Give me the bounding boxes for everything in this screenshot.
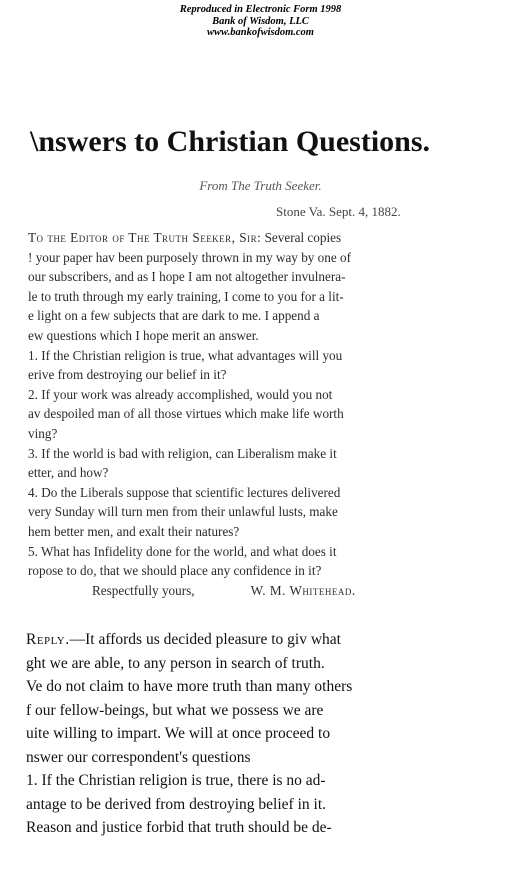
letter-closing: Respectfully yours,	[92, 582, 195, 598]
letter-line: To the Editor of The Truth Seeker, Sir: Several copies	[28, 230, 342, 245]
letter-line: av despoiled man of all those virtues which make life worth	[28, 406, 344, 422]
header-line-1: Reproduced in Electronic Form 1998	[179, 4, 342, 15]
letter-line: ! your paper hav been purposely thrown in my way by one of	[28, 249, 352, 265]
letter-line: erive from destroying our belief in it?	[28, 367, 227, 383]
reply-line: uite willing to impart. We will at once proceed to	[26, 725, 331, 742]
letter-line: e light on a few subjects that are dark to me. I append a	[28, 308, 320, 324]
reply-label: Reply.	[26, 631, 70, 648]
article-title: \nswers to Christian Questions.	[30, 125, 431, 158]
reproduction-header	[0, 4, 521, 39]
letter-body	[28, 228, 486, 600]
reply-line: antage to be derived from destroying belief in it.	[26, 795, 327, 813]
reply-line: Ve do not claim to have more truth than many others	[26, 678, 353, 695]
letter-salutation: To the Editor of The Truth Seeker, Sir:	[28, 230, 262, 245]
letter-signoff	[28, 581, 486, 601]
letter-dateline: Stone Va. Sept. 4, 1882.	[276, 204, 401, 219]
reply-line: Reply.—It affords us decided pleasure to giv what	[26, 631, 341, 648]
letter-line: 1. If the Christian religion is true, what advantages will you	[28, 347, 343, 363]
reply-line: nswer our correspondent's questions	[26, 748, 251, 766]
article-subtitle: From The Truth Seeker.	[199, 178, 322, 193]
letter-signature: W. M. Whitehead.	[250, 582, 356, 598]
letter-line: 4. Do the Liberals suppose that scientific lectures delivered	[28, 484, 341, 500]
reply-line: ght we are able, to any person in search of truth.	[26, 654, 325, 672]
reply-body	[26, 628, 488, 840]
header-line-3: www.bankofwisdom.com	[207, 27, 314, 38]
letter-line: 5. What has Infidelity done for the world, and what does it	[28, 543, 337, 559]
letter-line: ew questions which I hope merit an answer.	[28, 327, 259, 343]
letter-line: our subscribers, and as I hope I am not altogether invulnera-	[28, 269, 346, 285]
letter-line: very Sunday will turn men from their unlawful lusts, make	[28, 504, 338, 520]
letter-line: le to truth through my early training, I come to you for a lit-	[28, 288, 344, 304]
reply-line: Reason and justice forbid that truth should be de-	[26, 819, 332, 836]
letter-line: 3. If the world is bad with religion, can Liberalism make it	[28, 445, 337, 461]
reply-line: 1. If the Christian religion is true, there is no ad-	[26, 772, 326, 789]
letter-line: ropose to do, that we should place any confidence in it?	[28, 563, 322, 579]
reply-line: f our fellow-beings, but what we possess we are	[26, 701, 324, 719]
letter-line: ving?	[28, 425, 58, 441]
letter-line: hem better men, and exalt their natures?	[28, 523, 240, 539]
letter-line: 2. If your work was already accomplished, would you not	[28, 386, 333, 402]
header-line-2: Bank of Wisdom, LLC	[212, 15, 309, 27]
letter-line: etter, and how?	[28, 465, 109, 481]
